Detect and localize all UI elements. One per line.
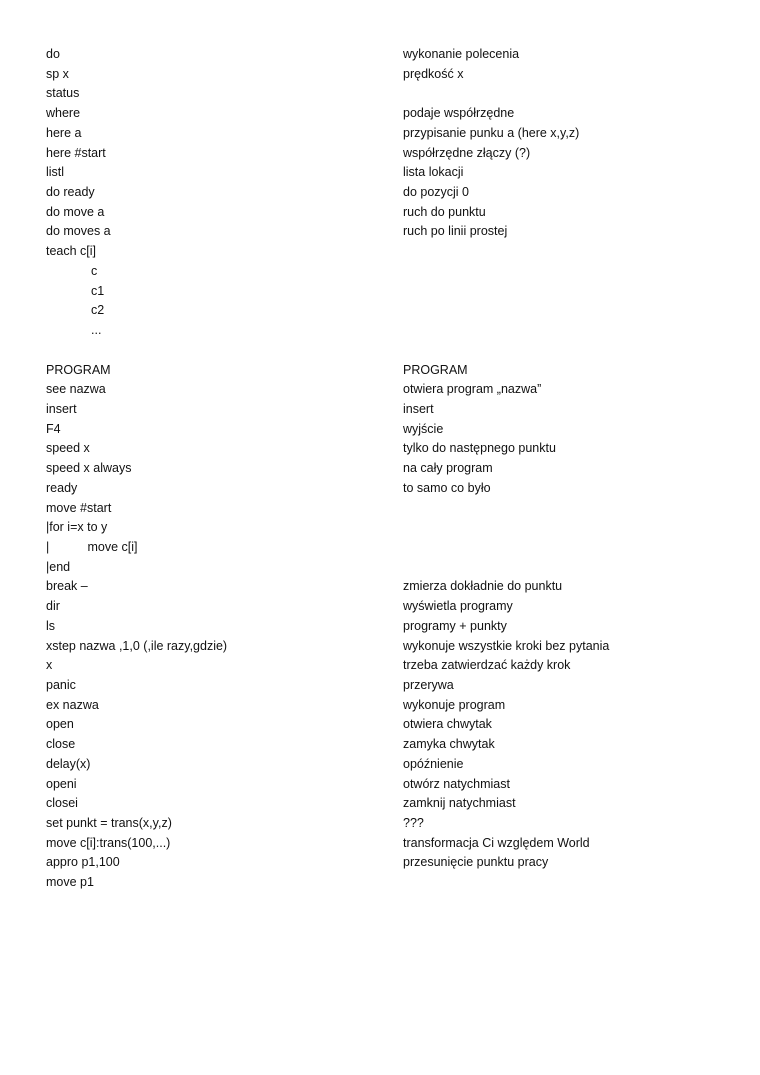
description-line: do pozycji 0 (403, 185, 470, 200)
description-line: transformacja Ci względem World (403, 835, 590, 850)
command-line: F4 (46, 421, 61, 436)
command-line: c1 (91, 283, 105, 298)
command-line: status (46, 86, 80, 101)
command-line: move #start (46, 500, 112, 515)
command-line: do (46, 47, 60, 61)
command-line: dir (46, 599, 60, 614)
description-line: przesunięcie punktu pracy (403, 855, 549, 870)
description-line (403, 242, 733, 262)
description-line: wykonuje program (403, 697, 506, 712)
description-line: prędkość x (403, 66, 464, 81)
command-line: ex nazwa (46, 697, 99, 712)
command-line: break – (46, 579, 88, 594)
command-line (46, 341, 376, 361)
command-line: |for i=x to y (46, 520, 108, 535)
description-column (403, 45, 733, 893)
description-line (403, 262, 733, 282)
command-line: speed x (46, 441, 90, 456)
description-line (403, 499, 733, 519)
description-line (403, 518, 733, 538)
command-line: c (91, 263, 98, 278)
command-line: move c[i]:trans(100,...) (46, 835, 171, 850)
description-line: wyświetla programy (403, 599, 513, 614)
command-line: close (46, 737, 76, 752)
description-line (403, 873, 733, 893)
description-line: otwiera program „nazwa” (403, 382, 542, 397)
description-line: trzeba zatwierdzać każdy krok (403, 658, 571, 673)
command-line: move p1 (46, 875, 94, 890)
description-line: tylko do następnego punktu (403, 441, 556, 456)
command-line: ls (46, 618, 56, 633)
command-line: | move c[i] (46, 539, 138, 554)
command-line: here #start (46, 145, 106, 160)
description-line: zamyka chwytak (403, 737, 495, 752)
command-line: do moves a (46, 224, 111, 239)
description-line (403, 341, 733, 361)
description-line: wykonuje wszystkie kroki bez pytania (403, 638, 610, 653)
description-line: ruch po linii prostej (403, 224, 508, 239)
command-line: ... (91, 323, 102, 338)
command-line: delay(x) (46, 756, 91, 771)
description-line: otwórz natychmiast (403, 776, 510, 791)
command-line: insert (46, 401, 77, 416)
command-line: panic (46, 678, 76, 692)
description-line: przerywa (403, 678, 454, 692)
description-line: wyjście (403, 421, 444, 436)
description-line: lista lokacji (403, 165, 464, 180)
command-line: set punkt = trans(x,y,z) (46, 816, 172, 831)
description-line (403, 558, 733, 578)
description-line: przypisanie punku a (here x,y,z) (403, 125, 580, 140)
command-line: listl (46, 165, 65, 180)
description-line: na cały program (403, 461, 493, 476)
command-line: openi (46, 776, 77, 791)
command-line: xstep nazwa ,1,0 (,ile razy,gdzie) (46, 638, 228, 653)
description-line (403, 301, 733, 321)
description-line: insert (403, 401, 434, 416)
description-line (403, 282, 733, 302)
command-line: x (46, 658, 53, 673)
command-column (46, 45, 376, 893)
command-line: |end (46, 559, 71, 574)
description-line: otwiera chwytak (403, 717, 492, 732)
description-line: to samo co było (403, 480, 491, 495)
command-line: c2 (91, 303, 105, 318)
description-line: wykonanie polecenia (403, 47, 520, 61)
description-line (403, 84, 733, 104)
command-line: do ready (46, 185, 95, 200)
description-line (403, 538, 733, 558)
command-line: appro p1,100 (46, 855, 120, 870)
description-line: PROGRAM (403, 362, 468, 377)
command-line: PROGRAM (46, 362, 111, 377)
description-line: opóźnienie (403, 756, 464, 771)
command-line: teach c[i] (46, 244, 97, 259)
command-line: see nazwa (46, 382, 106, 397)
command-line: do move a (46, 204, 105, 219)
description-line: zamknij natychmiast (403, 796, 516, 811)
description-line: ruch do punktu (403, 204, 486, 219)
description-line (403, 321, 733, 341)
description-line: zmierza dokładnie do punktu (403, 579, 563, 594)
command-line: speed x always (46, 461, 132, 476)
command-line: sp x (46, 66, 69, 81)
command-line: where (46, 106, 81, 121)
command-line: closei (46, 796, 78, 811)
command-line: ready (46, 480, 78, 495)
command-line: here a (46, 125, 82, 140)
description-line: podaje współrzędne (403, 106, 515, 121)
description-line: ??? (403, 816, 424, 831)
command-line: open (46, 717, 74, 732)
description-line: współrzędne złączy (?) (403, 145, 531, 160)
description-line: programy + punkty (403, 618, 507, 633)
